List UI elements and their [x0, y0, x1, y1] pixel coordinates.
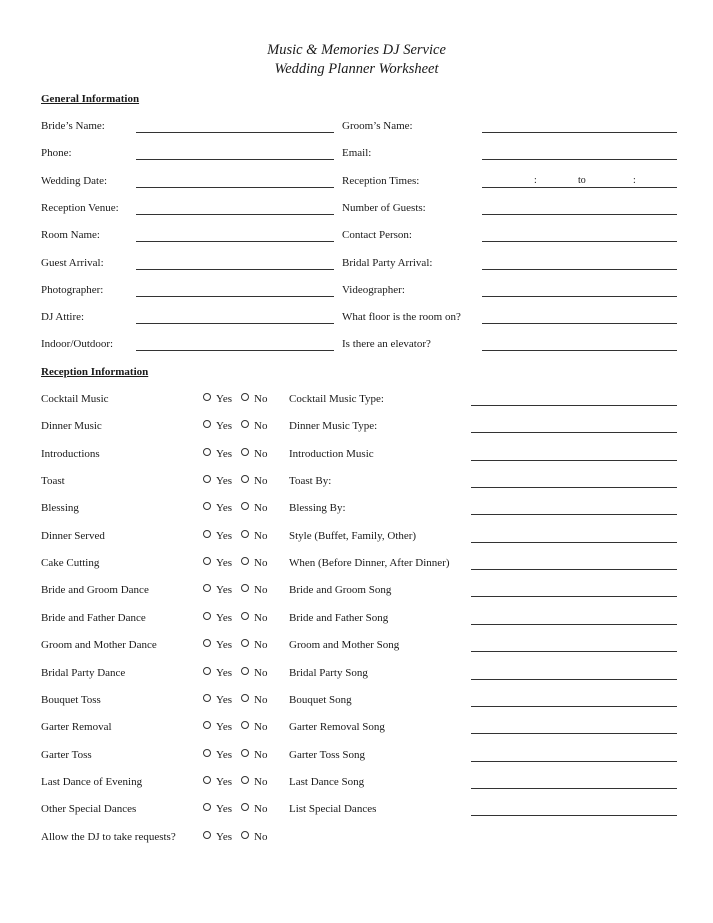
radio-circle-icon — [203, 667, 211, 675]
field-label-introduction-music: Introduction Music — [289, 447, 374, 460]
no-label: No — [254, 611, 268, 624]
field-label-bridal-party-song: Bridal Party Song — [289, 666, 368, 679]
yes-radio[interactable] — [203, 694, 232, 706]
no-label: No — [254, 666, 268, 679]
item-label-blessing: Blessing — [41, 502, 79, 515]
no-label: No — [254, 693, 268, 706]
input-line-when-before-dinner-after-dinner[interactable] — [471, 569, 677, 570]
input-line-bridal-party-song[interactable] — [471, 679, 677, 680]
item-label-garter-toss: Garter Toss — [41, 748, 92, 761]
input-line-blessing-by[interactable] — [471, 514, 677, 515]
radio-circle-icon — [203, 448, 211, 456]
input-line-bride-and-groom-song[interactable] — [471, 596, 677, 597]
reception-row — [0, 448, 713, 464]
input-line-reception-venue[interactable] — [136, 214, 334, 215]
general-row — [0, 338, 713, 354]
input-line-videographer[interactable] — [482, 296, 677, 297]
field-label-phone: Phone: — [41, 147, 72, 160]
radio-circle-icon — [241, 557, 249, 565]
no-radio[interactable] — [241, 530, 267, 542]
no-radio[interactable] — [241, 612, 267, 624]
input-line-bouquet-song[interactable] — [471, 706, 677, 707]
reception-row — [0, 831, 713, 847]
field-label-bride-and-father-song: Bride and Father Song — [289, 611, 389, 624]
reception-row — [0, 420, 713, 436]
yes-label: Yes — [216, 803, 233, 816]
input-line-groom-and-mother-song[interactable] — [471, 651, 677, 652]
yes-radio[interactable] — [203, 448, 232, 460]
reception-row — [0, 530, 713, 546]
yes-radio[interactable] — [203, 393, 232, 405]
input-line-what-floor-is-the-room-on[interactable] — [482, 323, 677, 324]
radio-circle-icon — [203, 776, 211, 784]
no-label: No — [254, 721, 268, 734]
reception-row — [0, 667, 713, 683]
yes-label: Yes — [216, 830, 233, 843]
radio-circle-icon — [241, 502, 249, 510]
field-label-contact-person: Contact Person: — [342, 229, 412, 242]
radio-circle-icon — [241, 393, 249, 401]
input-line-is-there-an-elevator[interactable] — [482, 350, 677, 351]
input-line-garter-removal-song[interactable] — [471, 733, 677, 734]
input-line-contact-person[interactable] — [482, 241, 677, 242]
field-label-bride-s-name: Bride’s Name: — [41, 120, 105, 132]
radio-circle-icon — [203, 530, 211, 538]
yes-radio[interactable] — [203, 831, 232, 843]
input-line-dinner-music-type[interactable] — [471, 432, 677, 433]
radio-circle-icon — [241, 694, 249, 702]
yes-radio[interactable] — [203, 502, 232, 514]
input-line-email[interactable] — [482, 159, 677, 160]
general-row — [0, 311, 713, 327]
field-label-reception-venue: Reception Venue: — [41, 201, 119, 214]
radio-circle-icon — [241, 667, 249, 675]
no-label: No — [254, 502, 268, 515]
radio-circle-icon — [241, 420, 249, 428]
field-label-list-special-dances: List Special Dances — [289, 803, 377, 816]
no-label: No — [254, 830, 268, 843]
yes-radio[interactable] — [203, 530, 232, 542]
field-label-style-buffet-family-other: Style (Buffet, Family, Other) — [289, 529, 417, 542]
field-label-groom-s-name: Groom’s Name: — [342, 120, 413, 132]
radio-circle-icon — [203, 475, 211, 483]
yes-label: Yes — [216, 529, 233, 542]
input-line-wedding-date[interactable] — [136, 187, 334, 188]
yes-label: Yes — [216, 666, 233, 679]
no-radio[interactable] — [241, 694, 267, 706]
time-to-label: to — [578, 174, 586, 186]
input-line-bride-s-name[interactable] — [136, 132, 334, 133]
radio-circle-icon — [241, 639, 249, 647]
yes-radio[interactable] — [203, 803, 232, 815]
no-radio[interactable] — [241, 448, 267, 460]
reception-row — [0, 557, 713, 573]
field-label-bridal-party-arrival: Bridal Party Arrival: — [342, 256, 433, 269]
yes-label: Yes — [216, 721, 233, 734]
radio-circle-icon — [203, 694, 211, 702]
radio-circle-icon — [241, 803, 249, 811]
reception-row — [0, 694, 713, 710]
input-line-dj-attire[interactable] — [136, 323, 334, 324]
field-label-garter-removal-song: Garter Removal Song — [289, 721, 385, 734]
field-label-email: Email: — [342, 147, 372, 160]
field-label-videographer: Videographer: — [342, 283, 405, 296]
field-label-garter-toss-song: Garter Toss Song — [289, 748, 366, 761]
yes-label: Yes — [216, 557, 233, 570]
radio-circle-icon — [241, 475, 249, 483]
input-line-phone[interactable] — [136, 159, 334, 160]
no-label: No — [254, 393, 268, 405]
field-label-dinner-music-type: Dinner Music Type: — [289, 420, 378, 433]
yes-label: Yes — [216, 584, 233, 597]
field-label-indoor-outdoor: Indoor/Outdoor: — [41, 338, 114, 351]
time-separator: : — [633, 174, 636, 186]
yes-radio[interactable] — [203, 475, 232, 487]
radio-circle-icon — [241, 776, 249, 784]
field-label-reception-times: Reception Times: — [342, 174, 420, 187]
radio-circle-icon — [241, 749, 249, 757]
yes-radio[interactable] — [203, 776, 232, 788]
radio-circle-icon — [241, 584, 249, 592]
reception-row — [0, 612, 713, 628]
no-label: No — [254, 447, 268, 460]
radio-circle-icon — [203, 502, 211, 510]
reception-row — [0, 803, 713, 819]
no-radio[interactable] — [241, 557, 267, 569]
general-row — [0, 284, 713, 300]
general-row — [0, 120, 713, 136]
radio-circle-icon — [241, 530, 249, 538]
field-label-toast-by: Toast By: — [289, 475, 332, 488]
input-line-cocktail-music-type[interactable] — [471, 405, 677, 406]
radio-circle-icon — [241, 721, 249, 729]
no-radio[interactable] — [241, 803, 267, 815]
radio-circle-icon — [203, 557, 211, 565]
document-subtitle: Wedding Planner Worksheet — [274, 61, 439, 77]
field-label-wedding-date: Wedding Date: — [41, 174, 108, 187]
input-line-number-of-guests[interactable] — [482, 214, 677, 215]
yes-label: Yes — [216, 611, 233, 624]
input-line-style-buffet-family-other[interactable] — [471, 542, 677, 543]
item-label-last-dance-of-evening: Last Dance of Evening — [41, 775, 143, 788]
radio-circle-icon — [203, 639, 211, 647]
yes-label: Yes — [216, 502, 233, 515]
field-label-what-floor-is-the-room-on: What floor is the room on? — [342, 311, 461, 324]
no-label: No — [254, 557, 268, 570]
yes-label: Yes — [216, 420, 233, 433]
no-label: No — [254, 475, 268, 488]
input-line-last-dance-song[interactable] — [471, 788, 677, 789]
input-line-indoor-outdoor[interactable] — [136, 350, 334, 351]
input-line-groom-s-name[interactable] — [482, 132, 677, 133]
no-radio[interactable] — [241, 667, 267, 679]
reception-row — [0, 749, 713, 765]
input-line-reception-times[interactable] — [482, 187, 677, 188]
field-label-bouquet-song: Bouquet Song — [289, 693, 352, 706]
radio-circle-icon — [203, 584, 211, 592]
input-line-introduction-music[interactable] — [471, 460, 677, 461]
yes-radio[interactable] — [203, 420, 232, 432]
yes-radio[interactable] — [203, 639, 232, 651]
no-label: No — [254, 584, 268, 597]
general-row — [0, 257, 713, 273]
item-label-other-special-dances: Other Special Dances — [41, 803, 137, 816]
no-radio[interactable] — [241, 639, 267, 651]
no-label: No — [254, 420, 268, 433]
item-label-dinner-music: Dinner Music — [41, 420, 102, 433]
general-row — [0, 229, 713, 245]
general-row — [0, 175, 713, 191]
field-label-photographer: Photographer: — [41, 283, 104, 296]
no-radio[interactable] — [241, 420, 267, 432]
radio-circle-icon — [203, 612, 211, 620]
time-separator: : — [534, 174, 537, 186]
input-line-list-special-dances[interactable] — [471, 815, 677, 816]
item-label-dinner-served: Dinner Served — [41, 529, 105, 542]
field-label-last-dance-song: Last Dance Song — [289, 775, 365, 788]
item-label-cake-cutting: Cake Cutting — [41, 557, 100, 570]
yes-label: Yes — [216, 393, 233, 405]
yes-label: Yes — [216, 447, 233, 460]
general-information-heading: General Information — [41, 93, 140, 105]
field-label-when-before-dinner-after-dinner: When (Before Dinner, After Dinner) — [289, 557, 450, 570]
no-label: No — [254, 748, 268, 761]
input-line-garter-toss-song[interactable] — [471, 761, 677, 762]
radio-circle-icon — [203, 831, 211, 839]
reception-row — [0, 475, 713, 491]
yes-label: Yes — [216, 693, 233, 706]
yes-radio[interactable] — [203, 584, 232, 596]
no-radio[interactable] — [241, 393, 267, 405]
item-label-bridal-party-dance: Bridal Party Dance — [41, 666, 126, 679]
field-label-is-there-an-elevator: Is there an elevator? — [342, 338, 431, 351]
field-label-room-name: Room Name: — [41, 229, 100, 242]
yes-radio[interactable] — [203, 749, 232, 761]
radio-circle-icon — [241, 448, 249, 456]
reception-row — [0, 393, 713, 409]
no-radio[interactable] — [241, 584, 267, 596]
yes-radio[interactable] — [203, 557, 232, 569]
no-label: No — [254, 639, 268, 652]
field-label-dj-attire: DJ Attire: — [41, 311, 85, 324]
yes-label: Yes — [216, 475, 233, 488]
item-label-groom-and-mother-dance: Groom and Mother Dance — [41, 639, 157, 652]
no-radio[interactable] — [241, 721, 267, 733]
yes-label: Yes — [216, 775, 233, 788]
yes-radio[interactable] — [203, 612, 232, 624]
general-row — [0, 147, 713, 163]
field-label-blessing-by: Blessing By: — [289, 502, 346, 515]
general-row — [0, 202, 713, 218]
input-line-bridal-party-arrival[interactable] — [482, 269, 677, 270]
item-label-introductions: Introductions — [41, 447, 100, 460]
reception-row — [0, 776, 713, 792]
document-title: Music & Memories DJ Service — [267, 42, 446, 58]
radio-circle-icon — [203, 420, 211, 428]
radio-circle-icon — [241, 612, 249, 620]
no-label: No — [254, 803, 268, 816]
field-label-guest-arrival: Guest Arrival: — [41, 256, 104, 269]
no-label: No — [254, 529, 268, 542]
input-line-guest-arrival[interactable] — [136, 269, 334, 270]
no-radio[interactable] — [241, 502, 267, 514]
field-label-bride-and-groom-song: Bride and Groom Song — [289, 584, 392, 597]
item-label-bouquet-toss: Bouquet Toss — [41, 693, 101, 706]
item-label-cocktail-music: Cocktail Music — [41, 393, 109, 405]
input-line-toast-by[interactable] — [471, 487, 677, 488]
radio-circle-icon — [203, 749, 211, 757]
radio-circle-icon — [203, 803, 211, 811]
item-label-toast: Toast — [41, 475, 65, 488]
yes-radio[interactable] — [203, 667, 232, 679]
reception-row — [0, 502, 713, 518]
item-label-garter-removal: Garter Removal — [41, 721, 112, 734]
no-radio[interactable] — [241, 776, 267, 788]
reception-row — [0, 584, 713, 600]
field-label-number-of-guests: Number of Guests: — [342, 201, 426, 214]
field-label-groom-and-mother-song: Groom and Mother Song — [289, 639, 400, 652]
no-radio[interactable] — [241, 475, 267, 487]
item-label-bride-and-groom-dance: Bride and Groom Dance — [41, 584, 149, 597]
field-label-cocktail-music-type: Cocktail Music Type: — [289, 393, 384, 405]
no-radio[interactable] — [241, 749, 267, 761]
yes-radio[interactable] — [203, 721, 232, 733]
yes-label: Yes — [216, 639, 233, 652]
item-label-bride-and-father-dance: Bride and Father Dance — [41, 611, 146, 624]
radio-circle-icon — [241, 831, 249, 839]
reception-information-heading: Reception Information — [41, 366, 149, 378]
input-line-room-name[interactable] — [136, 241, 334, 242]
input-line-bride-and-father-song[interactable] — [471, 624, 677, 625]
radio-circle-icon — [203, 721, 211, 729]
reception-row — [0, 721, 713, 737]
reception-row — [0, 639, 713, 655]
no-label: No — [254, 775, 268, 788]
item-label-allow-the-dj-to-take-requests: Allow the DJ to take requests? — [41, 830, 176, 843]
yes-label: Yes — [216, 748, 233, 761]
input-line-photographer[interactable] — [136, 296, 334, 297]
no-radio[interactable] — [241, 831, 267, 843]
radio-circle-icon — [203, 393, 211, 401]
